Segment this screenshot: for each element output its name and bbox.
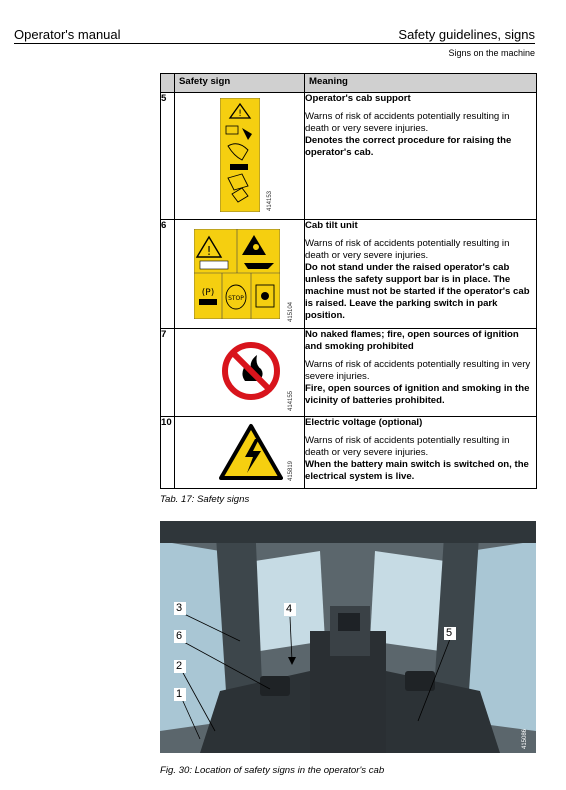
row-number: 6	[161, 220, 175, 329]
meaning-title: Operator's cab support	[305, 93, 411, 104]
svg-text:(P): (P)	[201, 288, 215, 298]
header-meaning: Meaning	[305, 74, 537, 93]
svg-text:!: !	[206, 244, 212, 258]
table-row	[161, 220, 537, 329]
header-blank	[161, 74, 175, 93]
callout-1: 1	[176, 688, 183, 700]
electric-voltage-sign-icon	[219, 423, 283, 481]
callout-6: 6	[176, 630, 183, 642]
callout-2: 2	[176, 660, 183, 672]
meaning-instruction: Denotes the correct procedure for raising the operator's cab.	[305, 135, 512, 158]
meaning-instruction: Do not stand under the raised operator's cab unless the safety support bar is in place. The machine must not be started if the operator's cab is raised. Leave the parking switch in park position.	[305, 262, 530, 321]
sign-cell	[175, 329, 305, 417]
header-rule	[14, 43, 535, 44]
meaning-warning: Warns of risk of accidents potentially resulting in death or very severe injuries.	[305, 111, 510, 134]
meaning-warning: Warns of risk of accidents potentially resulting in very severe injuries.	[305, 359, 531, 382]
meaning-cell	[305, 329, 537, 417]
row-number: 10	[161, 417, 175, 489]
callout-3: 3	[176, 602, 183, 614]
sign-cell	[175, 417, 305, 489]
meaning-cell	[305, 417, 537, 489]
cab-interior-photo	[160, 521, 536, 753]
sign-cell	[175, 93, 305, 220]
meaning-title: No naked flames; fire, open sources of ignition and smoking prohibited	[305, 329, 519, 352]
figure-code: 415086	[522, 728, 528, 749]
row-number: 5	[161, 93, 175, 220]
meaning-warning: Warns of risk of accidents potentially resulting in death or very severe injuries.	[305, 238, 510, 261]
table-row	[161, 329, 537, 417]
meaning-cell	[305, 220, 537, 329]
callout-5: 5	[446, 627, 453, 639]
figure-caption: Fig. 30: Location of safety signs in the operator's cab	[160, 765, 385, 776]
sign-cell	[175, 220, 305, 329]
meaning-instruction: When the battery main switch is switched on, the electrical system is live.	[305, 459, 529, 482]
table-row	[161, 93, 537, 220]
section-title: Safety guidelines, signs	[398, 27, 535, 42]
cab-tilt-sign-icon	[194, 229, 280, 319]
safety-signs-table	[160, 73, 537, 489]
callout-4: 4	[286, 603, 293, 615]
sign-code: 415104	[288, 301, 294, 322]
svg-text:STOP: STOP	[228, 295, 244, 302]
no-flames-sign-icon	[221, 341, 281, 401]
meaning-title: Electric voltage (optional)	[305, 417, 423, 428]
meaning-cell	[305, 93, 537, 220]
manual-title: Operator's manual	[14, 27, 121, 42]
svg-text:!: !	[238, 109, 242, 119]
meaning-warning: Warns of risk of accidents potentially resulting in death or very severe injuries.	[305, 435, 510, 458]
table-header-row	[161, 74, 537, 93]
table-row	[161, 417, 537, 489]
row-number: 7	[161, 329, 175, 417]
table-caption: Tab. 17: Safety signs	[160, 494, 250, 505]
meaning-title: Cab tilt unit	[305, 220, 358, 231]
sign-code: 414153	[267, 190, 273, 211]
cab-interior-illustration	[160, 521, 536, 753]
sign-code: 415819	[288, 460, 294, 481]
header-safety-sign: Safety sign	[175, 74, 305, 93]
subsection-title: Signs on the machine	[448, 48, 535, 58]
cab-support-sign-icon	[220, 98, 260, 212]
meaning-instruction: Fire, open sources of ignition and smoking in the vicinity of batteries prohibited.	[305, 383, 530, 406]
sign-code: 414155	[288, 390, 294, 411]
